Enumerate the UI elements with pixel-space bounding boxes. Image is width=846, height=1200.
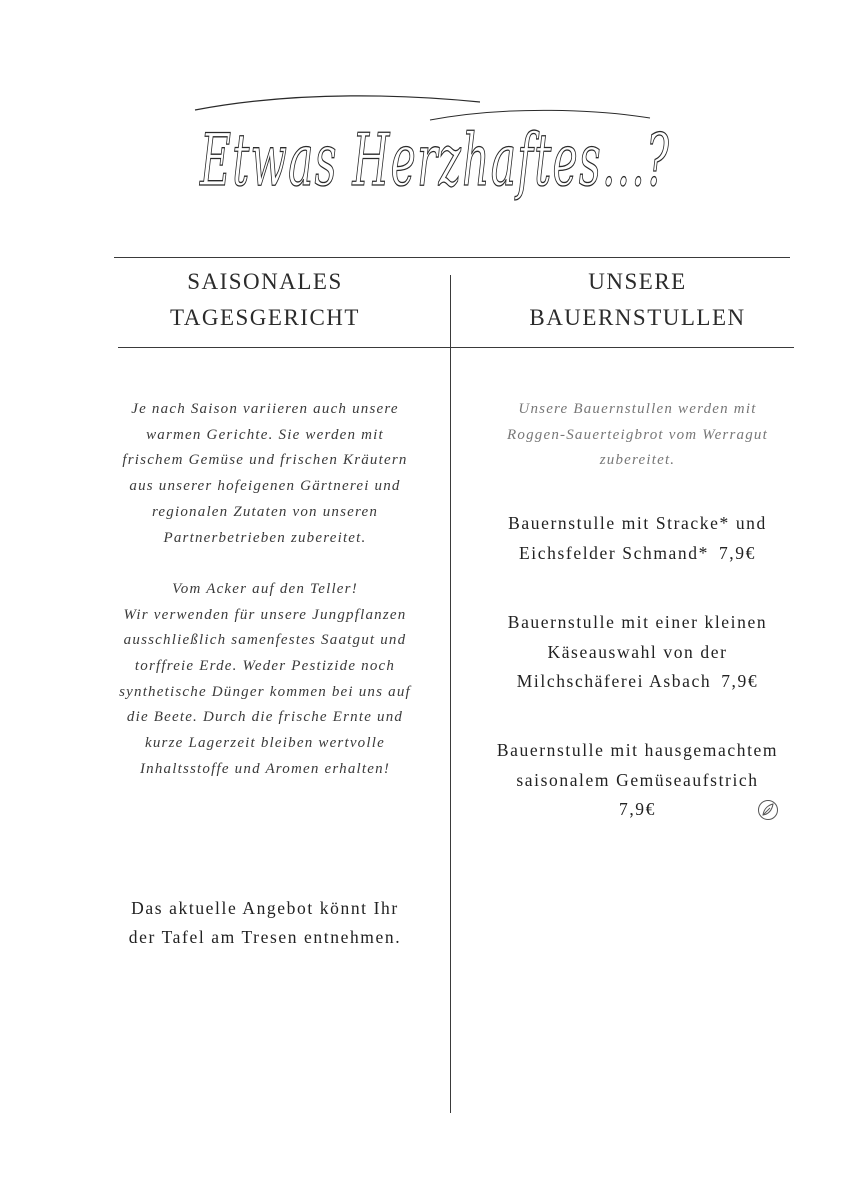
title-text: Etwas Herzhaftes...? <box>198 118 670 202</box>
dish-name-line: Bauernstulle mit hausgemachtem <box>496 740 779 760</box>
section-heading-bauernstullen <box>490 264 785 336</box>
menu-item <box>470 509 805 568</box>
note-line: Das aktuelle Angebot könnt Ihr <box>131 898 399 918</box>
dish-price: 7,9€ <box>618 799 657 819</box>
dish-name-line: Käseauswahl von der <box>547 641 728 662</box>
heading-line: TAGESGERICHT <box>170 305 360 330</box>
header-divider-line <box>118 347 794 348</box>
bauernstullen-description: Unsere Bauernstullen werden mit Roggen-Sauerteigbrot vom Werragut zubereitet. <box>507 401 768 469</box>
dish-price: 7,9€ <box>721 671 759 691</box>
page-title <box>180 80 700 230</box>
menu-item <box>470 736 805 825</box>
heading-line: BAUERNSTULLEN <box>529 305 746 330</box>
section-heading-tagesgericht <box>120 264 410 336</box>
heading-line: SAISONALES <box>187 269 343 294</box>
dish-name-line: saisonalem Gemüseaufstrich <box>516 769 759 790</box>
top-divider-line <box>114 257 790 258</box>
dish-name-line: Eichsfelder Schmand* <box>519 542 709 563</box>
dish-name-line: Bauernstulle mit einer kleinen <box>507 612 768 632</box>
column-divider <box>450 275 451 1113</box>
availability-note <box>100 894 430 952</box>
dish-name-line: Bauernstulle mit Stracke* und <box>508 513 767 533</box>
title-script-graphic <box>180 80 700 230</box>
dish-price: 7,9€ <box>718 542 756 563</box>
menu-item <box>470 608 805 697</box>
vegan-leaf-icon <box>757 799 779 821</box>
tagesgericht-description: Je nach Saison variieren auch unsere warmen Gerichte. Sie werden mit frischem Gemüse und frischen Kräutern aus unserer hofeigenen Gärtnerei und regionalen Zutaten von unseren Partnerbetrieben zubereitet. Vom Acker auf den Teller! Wir verwenden für unsere Jungpflanzen ausschließlich samenfestes Saatgut und torffreie Erde. Weder Pestizide noch synthetische Dünger kommen bei uns auf die Beete. Durch die frische Ernte und kurze Lagerzeit bleiben wertvolle Inhaltsstoffe und Aromen erhalten! <box>119 401 411 777</box>
dish-name-line: Milchschäferei Asbach <box>516 671 712 691</box>
heading-line: UNSERE <box>588 269 687 294</box>
note-line: der Tafel am Tresen entnehmen. <box>128 927 402 947</box>
